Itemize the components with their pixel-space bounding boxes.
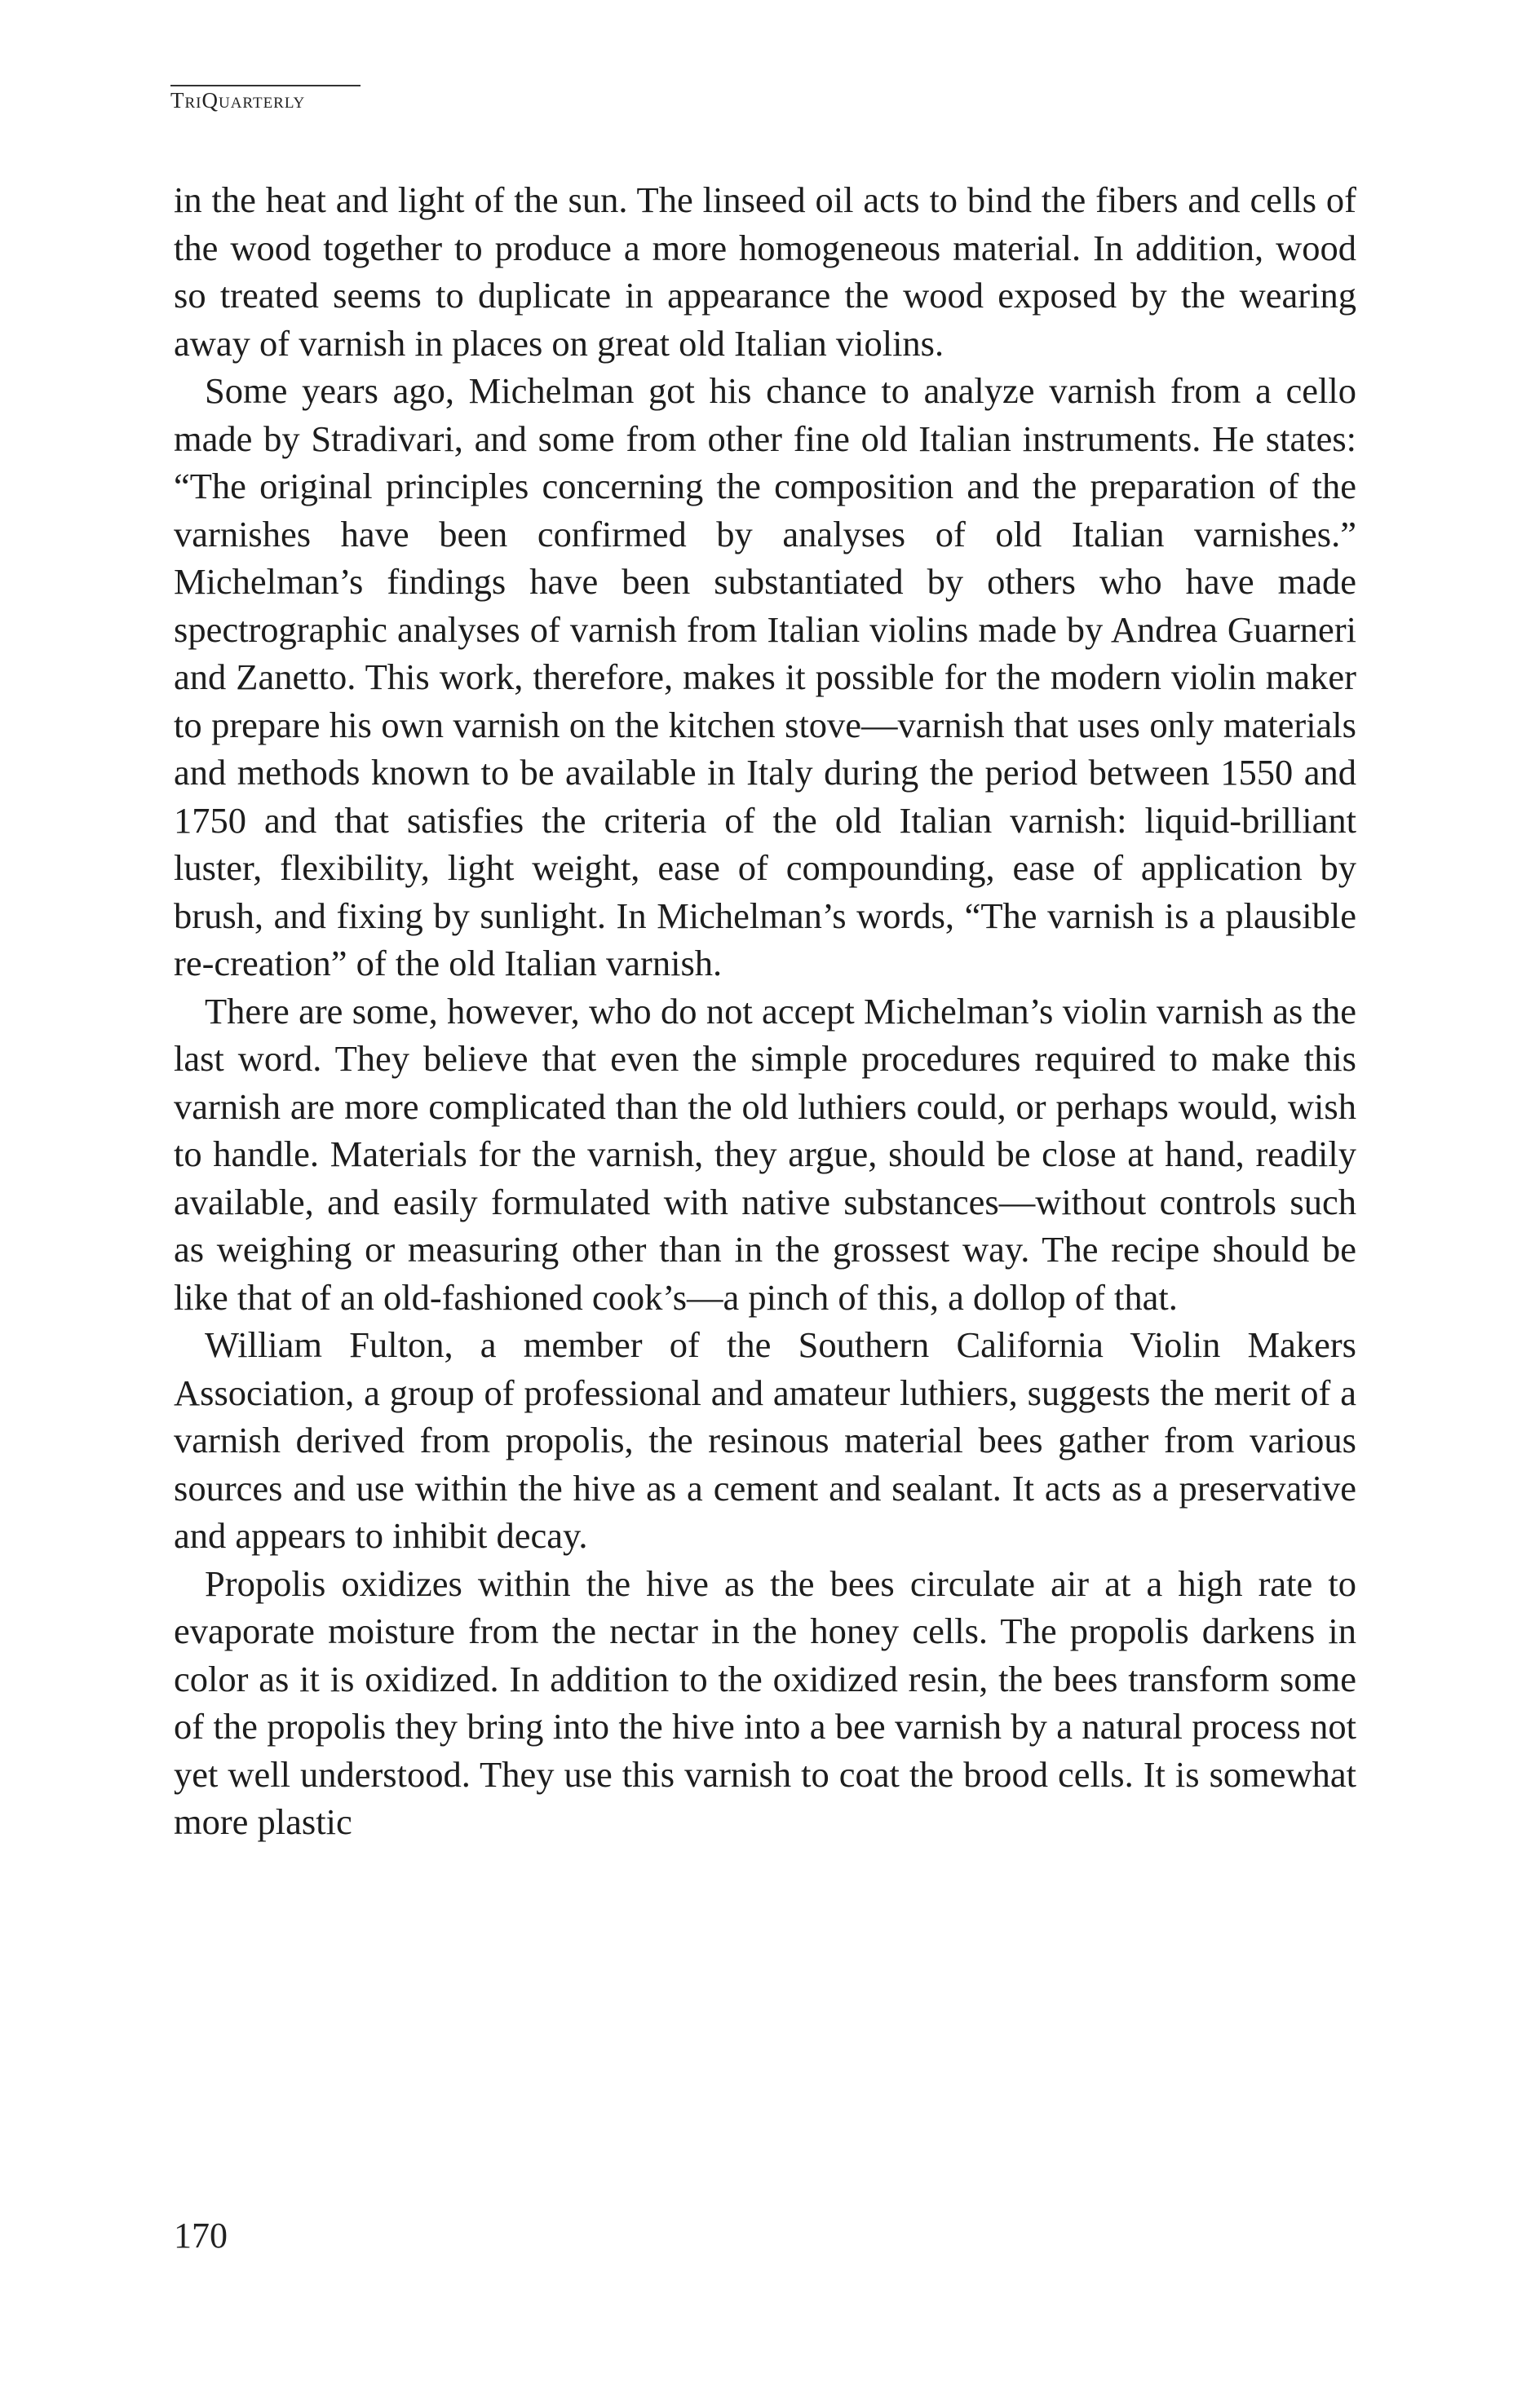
page-number: 170: [174, 2216, 228, 2256]
paragraph-2: Some years ago, Michelman got his chance to analyze varnish from a cello made by Stradivari, and some from other fine old Italian instruments. He states: “The original principles concerning the composition and the preparation of the varnishes have been confirmed by analyses of old Italian varnishes.” Michelman’s findings have been substantiated by others who have made spectrographic analyses of varnish from Italian violins made by Andrea Guarneri and Zanetto. This work, therefore, makes it possible for the modern violin maker to prepare his own varnish on the kitchen stove—varnish that uses only materials and methods known to be available in Italy during the period between 1550 and 1750 and that satisfies the criteria of the old Italian varnish: liquid-brilliant luster, flexibility, light weight, ease of compounding, ease of application by brush, and fixing by sunlight. In Michelman’s words, “The varnish is a plausible re-creation” of the old Italian varnish.: [174, 370, 1356, 983]
running-head: TriQuarterly: [170, 88, 306, 113]
running-head-rule: [170, 85, 361, 86]
paragraph-4: William Fulton, a member of the Southern California Violin Makers Association, a group of professional and amateur luthiers, suggests the merit of a varnish derived from propolis, the resinous material bees gather from various sources and use within the hive as a cement and sealant. It acts as a preservative and appears to inhibit decay.: [174, 1324, 1356, 1556]
paragraph-3: There are some, however, who do not accept Michelman’s violin varnish as the last word. They believe that even the simple procedures required to make this varnish are more complicated than the old luthiers could, or perhaps would, wish to handle. Materials for the varnish, they argue, should be close at hand, readily available, and easily formulated with native substances—without controls such as weighing or measuring other than in the grossest way. The recipe should be like that of an old-fashioned cook’s—a pinch of this, a dollop of that.: [174, 990, 1356, 1318]
paragraph-5: Propolis oxidizes within the hive as the bees circulate air at a high rate to evaporate moisture from the nectar in the honey cells. The propolis darkens in color as it is oxidized. In addition to the oxidized resin, the bees transform some of the propolis they bring into the hive into a bee varnish by a natural process not yet well understood. They use this varnish to coat the brood cells. It is somewhat more plastic: [174, 1562, 1356, 1842]
body-text: [174, 176, 1356, 1846]
paragraph-1: in the heat and light of the sun. The linseed oil acts to bind the fibers and cells of the wood together to produce a more homogeneous material. In addition, wood so treated seems to duplicate in appearance the wood exposed by the wearing away of varnish in places on great old Italian violins.: [174, 179, 1356, 364]
